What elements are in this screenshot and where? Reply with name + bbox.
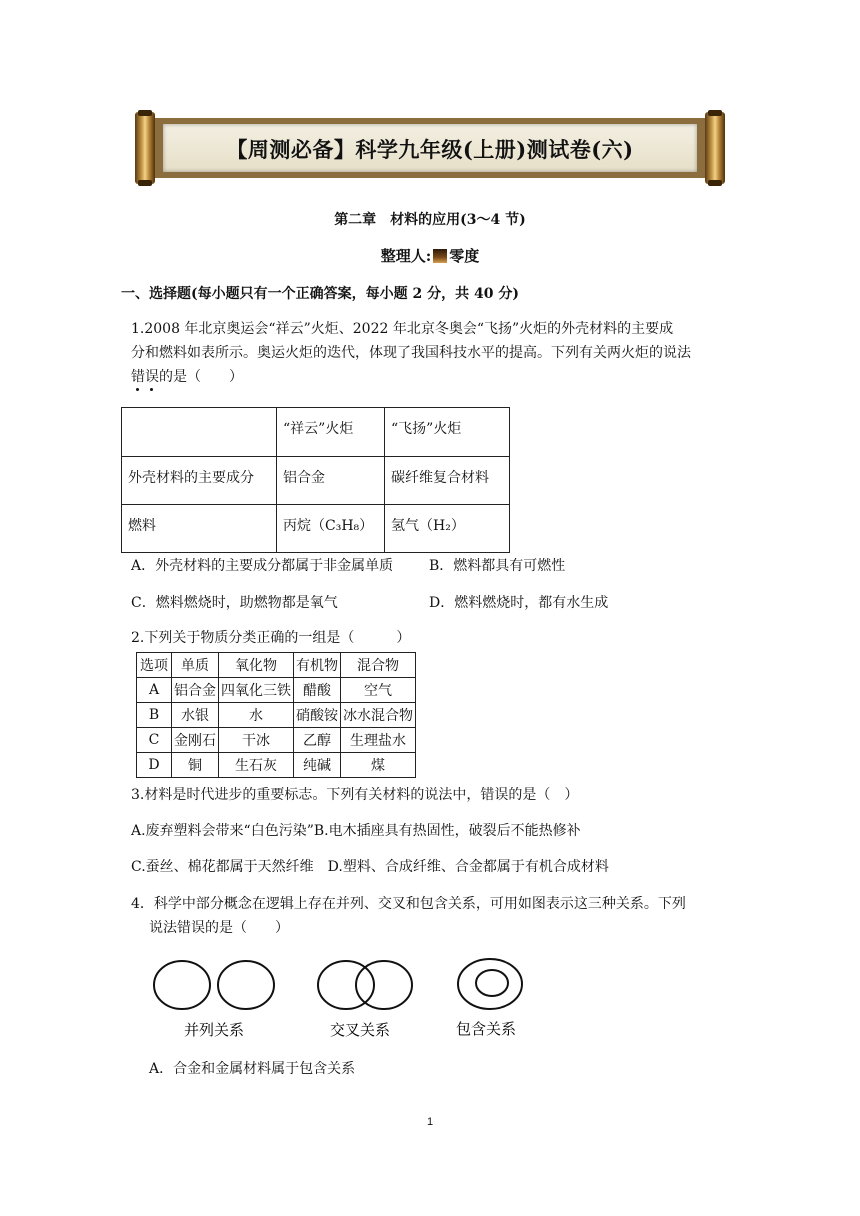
q2-cell: B [137,703,172,728]
q1-option-c: C．燃料燃烧时，助燃物都是氧气 [131,595,338,611]
emphasis-dot [136,388,139,391]
q1-table-cell: 丙烷（C₃H₈） [277,505,385,553]
venn-circle [154,961,210,1009]
q1-table-cell: 燃料 [122,505,277,553]
page-title: 【周测必备】科学九年级(上册)测试卷(六) [226,137,634,162]
q2-cell: 水银 [172,703,219,728]
q2-cell: 铜 [172,753,219,778]
q2-header-cell: 单质 [172,653,219,678]
q4-option-a: A．合金和金属材料属于包含关系 [149,1061,356,1077]
q1-table-cell: 外壳材料的主要成分 [122,457,277,505]
q2-cell: 干冰 [219,728,294,753]
chapter-subtitle: 第二章 材料的应用(3～4 节) [334,212,526,228]
q3-options-ab: A.废弃塑料会带来“白色污染”B.电木插座具有热固性，破裂后不能热修补 [131,823,581,839]
q1-option-b: B．燃料都具有可燃性 [429,558,566,574]
venn-diagram [140,950,560,1045]
q2-cell: 金刚石 [172,728,219,753]
q2-header-cell: 选项 [137,653,172,678]
q1-line1: 1.2008 年北京奥运会“祥云”火炬、2022 年北京冬奥会“飞扬”火炬的外壳材料的主要成 [131,321,674,337]
q1-line3: 错误的是（ ） [131,369,243,385]
q2-cell: D [137,753,172,778]
q3-options-cd: C.蚕丝、棉花都属于天然纤维 D.塑料、合成纤维、合金都属于有机合成材料 [131,859,609,875]
q2-cell: 四氧化三铁 [219,678,294,703]
q1-table-cell: “祥云”火炬 [277,408,385,457]
venn-label: 包含关系 [456,1020,517,1038]
q2-header-cell: 氧化物 [219,653,294,678]
q2-cell: 醋酸 [294,678,341,703]
emphasis-dot [150,388,153,391]
q1-option-d: D．燃料燃烧时，都有水生成 [429,595,609,611]
q2-cell: 硝酸铵 [294,703,341,728]
venn-circle [356,961,412,1009]
q1-table [121,407,510,553]
scroll-rod-right [705,112,725,184]
compiler-line [0,249,860,263]
q1-line2: 分和燃料如表所示。奥运火炬的迭代，体现了我国科技水平的提高。下列有关两火炬的说法 [131,345,691,361]
q3-stem: 3.材料是时代进步的重要标志。下列有关材料的说法中，错误的是（ ） [131,787,579,803]
q1-table-cell: “飞扬”火炬 [385,408,510,457]
q2-cell: 冰水混合物 [341,703,416,728]
scroll-paper [163,124,697,172]
scroll-rod-left [135,112,155,184]
compiler-name: 零度 [449,247,480,265]
q1-table-cell: 氢气（H₂） [385,505,510,553]
q2-header-cell: 混合物 [341,653,416,678]
q1-option-a: A．外壳材料的主要成分都属于非金属单质 [131,558,394,574]
venn-label: 并列关系 [184,1021,245,1039]
q2-cell: 生理盐水 [341,728,416,753]
title-banner [135,112,725,184]
q2-cell: 煤 [341,753,416,778]
q4-line2: 说法错误的是（ ） [149,920,289,936]
compiler-label: 整理人: [380,247,432,265]
q1-table-cell: 碳纤维复合材料 [385,457,510,505]
compiler-avatar-icon [433,249,447,263]
q2-header-cell: 有机物 [294,653,341,678]
q1-table-cell [122,408,277,457]
section-heading: 一、选择题(每小题只有一个正确答案，每小题 2 分，共 40 分) [121,286,519,302]
q2-cell: 铝合金 [172,678,219,703]
q2-cell: C [137,728,172,753]
q2-cell: 乙醇 [294,728,341,753]
q4-line1: 4．科学中部分概念在逻辑上存在并列、交叉和包含关系，可用如图表示这三种关系。下列 [131,896,686,912]
venn-circle [318,961,374,1009]
venn-circle [218,961,274,1009]
q2-cell: A [137,678,172,703]
venn-label: 交叉关系 [330,1021,391,1039]
q2-cell: 纯碱 [294,753,341,778]
venn-circle [476,970,508,996]
q2-cell: 生石灰 [219,753,294,778]
q2-cell: 空气 [341,678,416,703]
page-number: 1 [426,1116,434,1128]
q2-cell: 水 [219,703,294,728]
venn-circle [458,959,522,1009]
q2-table [136,652,416,778]
q1-table-cell: 铝合金 [277,457,385,505]
q2-stem: 2.下列关于物质分类正确的一组是（ ） [131,630,411,646]
